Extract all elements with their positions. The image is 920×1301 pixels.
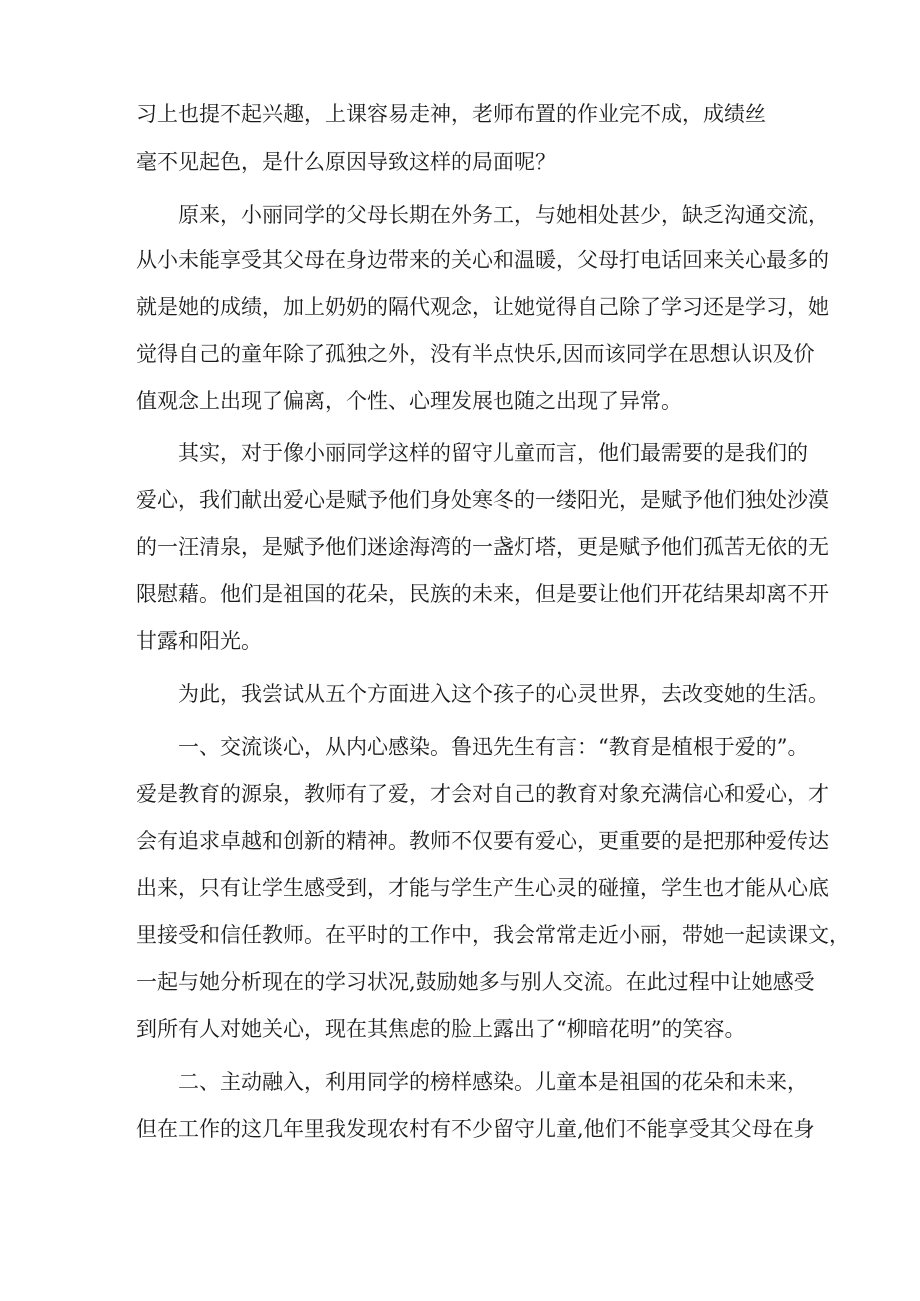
text-line: 爱心，我们献出爱心是赋予他们身处寒冬的一缕阳光，是赋予他们独处沙漠 [136,488,829,512]
text-line: 值观念上出现了偏离，个性、心理发展也随之出现了异常。 [136,389,682,413]
text-line: 从小未能享受其父母在身边带来的关心和温暖，父母打电话回来关心最多的 [136,248,829,272]
text-line: 爱是教育的源泉，教师有了爱，才会对自己的教育对象充满信心和爱心，才 [136,782,829,806]
text-line: 限慰藉。他们是祖国的花朵，民族的未来，但是要让他们开花结果却离不开 [136,582,829,606]
text-line: 甘露和阳光。 [136,629,262,653]
text-line: 毫不见起色，是什么原因导致这样的局面呢？ [136,150,556,174]
text-line: 二、主动融入，利用同学的榜样感染。儿童本是祖国的花朵和未来， [178,1070,808,1094]
text-line: 原来，小丽同学的父母长期在外务工，与她相处甚少，缺乏沟通交流， [178,203,829,227]
text-line: 就是她的成绩，加上奶奶的隔代观念，让她觉得自己除了学习还是学习，她 [136,295,829,319]
text-line: 其实，对于像小丽同学这样的留守儿童而言，他们最需要的是我们的 [178,441,808,465]
text-line: 一起与她分析现在的学习状况,鼓励她多与别人交流。在此过程中让她感受 [136,970,815,994]
text-line: 会有追求卓越和创新的精神。教师不仅要有爱心，更重要的是把那种爱传达 [136,829,829,853]
text-line: 里接受和信任教师。在平时的工作中，我会常常走近小丽，带她一起读课文， [136,923,850,947]
text-line: 出来，只有让学生感受到，才能与学生产生心灵的碰撞，学生也才能从心底 [136,876,829,900]
text-line: 觉得自己的童年除了孤独之外，没有半点快乐,因而该同学在思想认识及价 [136,342,815,366]
text-line: 习上也提不起兴趣，上课容易走神，老师布置的作业完不成，成绩丝 [136,102,766,126]
text-line: 的一汪清泉，是赋予他们迷途海湾的一盏灯塔，更是赋予他们孤苦无依的无 [136,535,829,559]
text-line: 一、交流谈心，从内心感染。鲁迅先生有言：“教育是植根于爱的”。 [178,735,809,759]
text-line: 为此，我尝试从五个方面进入这个孩子的心灵世界，去改变她的生活。 [178,682,829,706]
text-line: 到所有人对她关心，现在其焦虑的脸上露出了“柳暗花明”的笑容。 [136,1017,746,1041]
text-line: 但在工作的这几年里我发现农村有不少留守儿童,他们不能享受其父母在身 [136,1117,815,1141]
